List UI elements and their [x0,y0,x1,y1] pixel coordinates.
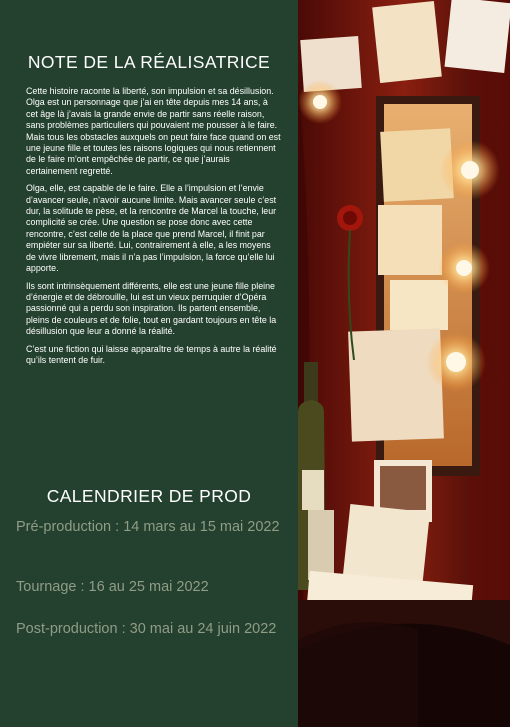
schedule-postproduction: Post-production : 30 mai au 24 juin 2022 [16,621,277,637]
note-paragraph-3: Ils sont intrinsèquement différents, elle est une jeune fille pleine d’énergie et de débrouille, lui est un vieux perruquier d’Opéra passionné qui a perdu son inspiration. Ils partent ensemble, pleins de couleurs et de folie, tout en gardant toujours en tête la désillusion que leur a donné la réalité. [26,280,277,337]
note-paragraph-1: Cette histoire raconte la liberté, son impulsion et sa désillusion. Olga est un personnage que j’ai en tête depuis mes 14 ans, à cet âge là j’avais la grande envie de partir sans réelle raison, sans problèmes particuliers qui pouvaient me pousser à le faire. Mais tous les obstacles auxquels on peut faire face quand on est une jeune fille et toutes les raisons logiques qui nous retiennent de le faire m’ont empêchée de partir, ce que j’aurais certainement regretté. [26,86,281,176]
schedule-shooting: Tournage : 16 au 25 mai 2022 [16,579,209,595]
schedule-title: CALENDRIER DE PROD [46,486,252,506]
note-paragraph-4: C’est une fiction qui laisse apparaître de temps à autre la réalité qu’ils tentent de fuir. [26,343,277,365]
note-title: NOTE DE LA RÉALISATRICE [27,52,271,72]
note-body [26,86,282,372]
dressing-room-illustration [298,0,510,727]
schedule-preproduction: Pré-production : 14 mars au 15 mai 2022 [16,519,280,535]
dressing-room-photo [298,0,510,727]
note-paragraph-2: Olga, elle, est capable de le faire. Elle a l’impulsion et l’envie d’avancer seule, n’avoir aucune limite. Mais avancer seule c’est dur, la solitude te pèse, et la rencontre de Marcel la touche, leur complicité se crée. Une question se pose donc avec cette rencontre, c’est celle de la place que prend Marcel, il finit par empiéter sur sa liberté. Lui, contrairement à elle, a les moyens de vivre librement, mais il n’a pas l’impulsion, la force qu’elle lui apporte. [26,183,277,274]
